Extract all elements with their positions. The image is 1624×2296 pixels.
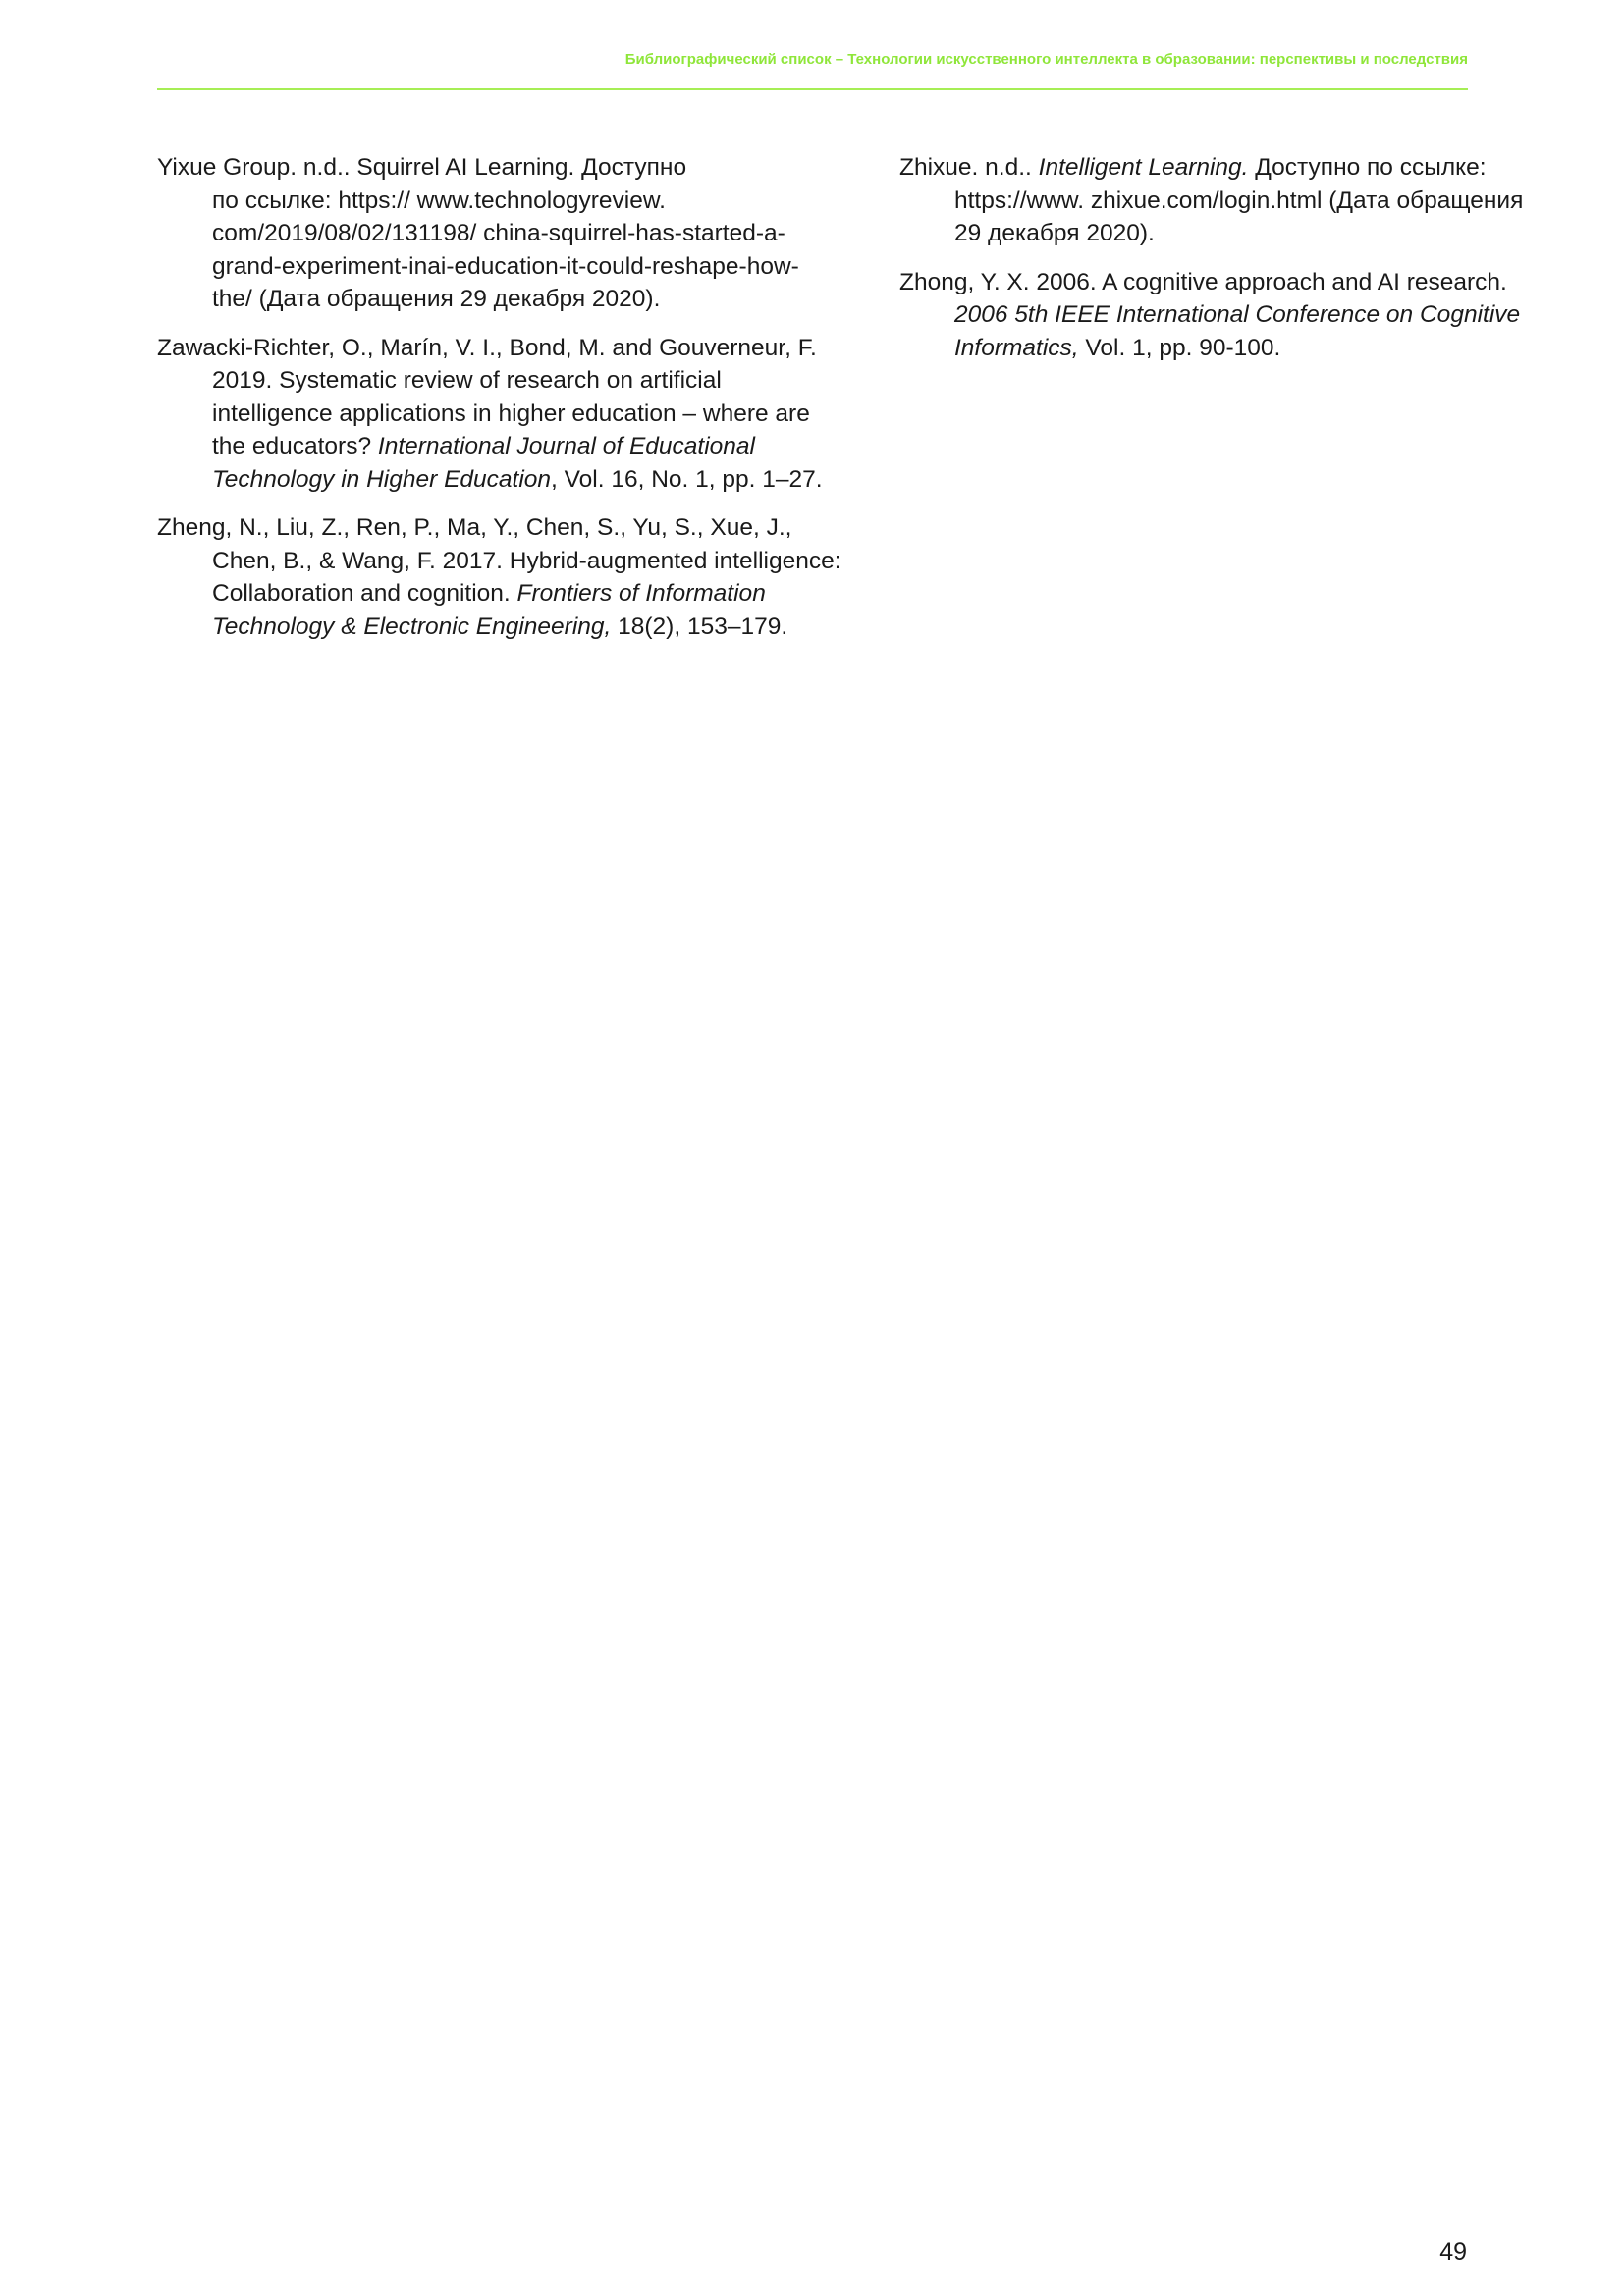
page-number: 49 [1439, 2238, 1467, 2266]
reference-zhong [899, 266, 1547, 365]
reference-yixue [157, 151, 844, 316]
header-divider [157, 88, 1468, 90]
reference-line: Yixue Group. n.d.. Squirrel AI Learning. Доступно [157, 154, 687, 181]
reference-text: Zhixue. n.d.. [899, 154, 1039, 181]
reference-text: Zheng, N., Liu, Z., Ren, P., Ma, Y., Chen, S., Yu, S., Xue, J., Chen, B., & Wang, F. 2017. Hybrid-augmented intelligence: Collaboration and cognition. [157, 514, 841, 607]
reference-zheng [157, 511, 844, 643]
reference-text: Zhong, Y. X. 2006. A cognitive approach and AI research. [899, 268, 1507, 295]
reference-line: по ссылке: https:// www.technologyreview. [212, 187, 666, 214]
reference-zawacki-richter [157, 332, 844, 497]
reference-conference-title: 2006 5th IEEE International Conference on Cognitive Informatics, [954, 301, 1521, 361]
reference-text: Zawacki-Richter, O., Marín, V. I., Bond, M. and Gouverneur, F. 2019. Systematic review of research on artificial intelligence applications in higher education – where are the educators? [157, 334, 817, 459]
references-column-left [157, 151, 844, 659]
reference-journal-title: International Journal of Educational Technology in Higher Education [212, 433, 755, 493]
reference-zhixue [899, 151, 1547, 250]
reference-line: the/ (Дата обращения 29 декабря 2020). [212, 286, 661, 312]
reference-title: Intelligent Learning. [1038, 154, 1249, 181]
reference-text: 18(2), 153–179. [611, 613, 788, 640]
reference-text: Доступно по ссылке: https://www. zhixue.com/login.html (Дата обращения 29 декабря 2020). [954, 154, 1524, 246]
reference-line: grand-experiment-inai-education-it-could-reshape-how- [212, 252, 799, 280]
reference-journal-title: Frontiers of Information Technology & Electronic Engineering, [212, 580, 766, 640]
references-column-right [899, 151, 1547, 380]
running-header: Библиографический список – Технологии искусственного интеллекта в образовании: перспективы и последствия [624, 51, 1468, 68]
reference-line: com/2019/08/02/131198/ china-squirrel-has-started-a- [212, 220, 785, 246]
reference-text: , Vol. 16, No. 1, pp. 1–27. [551, 465, 823, 493]
reference-text: Vol. 1, pp. 90-100. [1078, 334, 1281, 361]
